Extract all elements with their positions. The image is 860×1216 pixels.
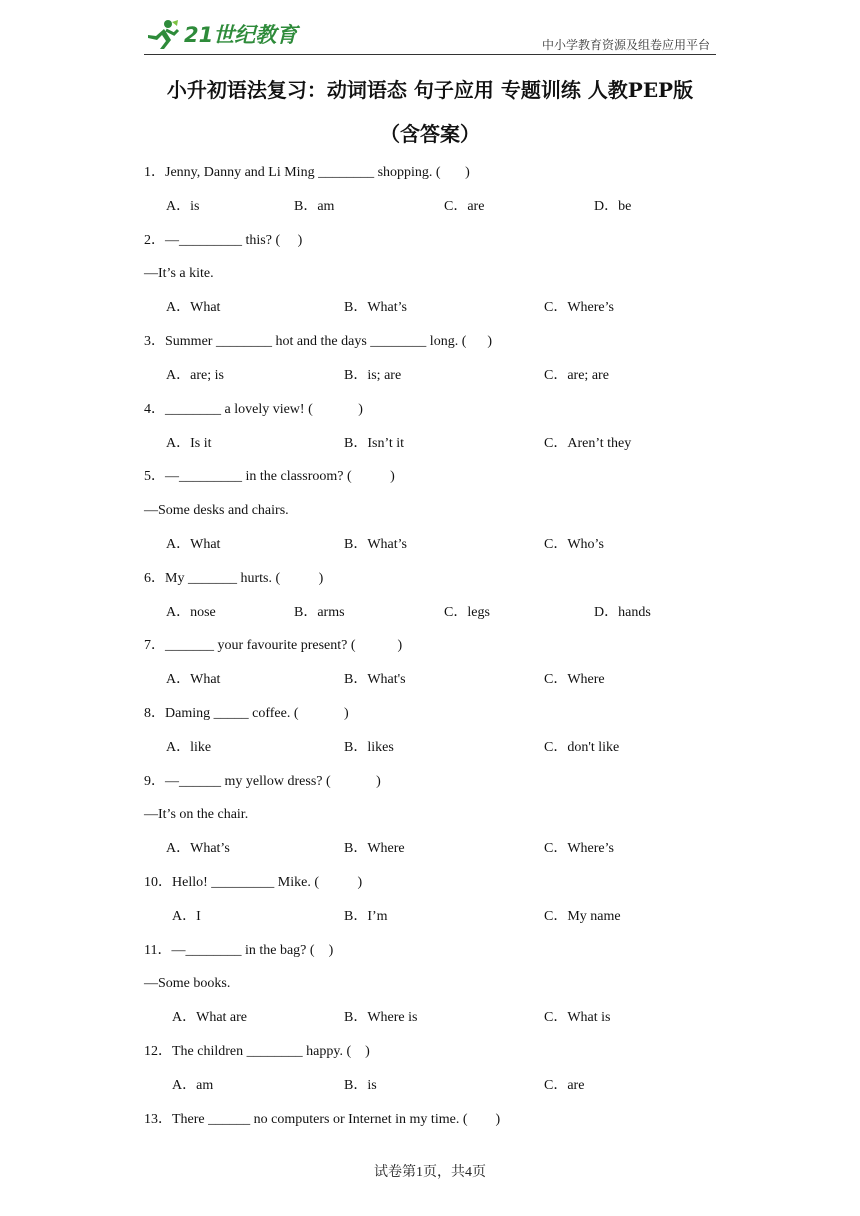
runner-logo-icon [144, 18, 180, 50]
q1-option-b: B．am [294, 199, 335, 214]
page-title: 小升初语法复习：动词语态 句子应用 专题训练 人教PEP版 [166, 78, 694, 102]
q7-option-a: A．What [166, 672, 221, 687]
q10-option-a: A．I [172, 909, 201, 924]
q9-answer-line: —It’s on the chair. [144, 807, 249, 822]
header-platform-text: 中小学教育资源及组卷应用平台 [541, 38, 710, 52]
q6-option-d: D．hands [594, 605, 651, 620]
page-subtitle: （含答案） [380, 122, 480, 146]
logo-text: 21世纪教育 [184, 23, 298, 47]
q4-option-a: A．Is it [166, 436, 212, 451]
q12-option-b: B．is [344, 1078, 377, 1093]
question-12: 12．The children ________ happy. ( ) [144, 1044, 370, 1059]
q6-option-c: C．legs [444, 605, 490, 620]
q10-option-c: C．My name [544, 909, 621, 924]
question-1: 1．Jenny, Danny and Li Ming ________ shopping. ( ) [144, 165, 470, 180]
q2-answer-line: —It’s a kite. [144, 266, 214, 281]
q8-option-a: A．like [166, 740, 212, 755]
q3-option-b: B．is; are [344, 368, 402, 383]
logo [144, 16, 297, 52]
question-10: 10．Hello! _________ Mike. ( ) [144, 875, 363, 890]
q3-option-c: C．are; are [544, 368, 609, 383]
q5-option-c: C．Who’s [544, 537, 604, 552]
q2-option-a: A．What [166, 300, 221, 315]
question-7: 7．_______ your favourite present? ( ) [144, 638, 403, 653]
q4-option-b: B．Isn’t it [344, 436, 405, 451]
question-6: 6．My _______ hurts. ( ) [144, 571, 324, 586]
q7-option-c: C．Where [544, 672, 605, 687]
q7-option-b: B．What's [344, 672, 406, 687]
q5-option-b: B．What’s [344, 537, 407, 552]
header-divider [144, 54, 716, 55]
question-9: 9．—______ my yellow dress? ( ) [144, 774, 381, 789]
q1-option-a: A．is [166, 199, 200, 214]
q3-option-a: A．are; is [166, 368, 224, 383]
q2-option-b: B．What’s [344, 300, 407, 315]
q9-option-c: C．Where’s [544, 841, 614, 856]
page-header [144, 12, 716, 56]
q9-option-b: B．Where [344, 841, 405, 856]
question-8: 8．Daming _____ coffee. ( ) [144, 706, 349, 721]
q1-option-d: D．be [594, 199, 632, 214]
q8-option-c: C．don't like [544, 740, 620, 755]
question-2: 2．—_________ this? ( ) [144, 233, 303, 248]
q11-option-a: A．What are [172, 1010, 248, 1025]
question-5: 5．—_________ in the classroom? ( ) [144, 469, 395, 484]
q11-option-c: C．What is [544, 1010, 611, 1025]
q1-option-c: C．are [444, 199, 485, 214]
question-13: 13．There ______ no computers or Internet in my time. ( ) [144, 1112, 501, 1127]
q5-answer-line: —Some desks and chairs. [144, 503, 289, 518]
q5-option-a: A．What [166, 537, 221, 552]
question-3: 3．Summer ________ hot and the days ________ long. ( ) [144, 334, 493, 349]
q11-option-b: B．Where is [344, 1010, 418, 1025]
q12-option-a: A．am [172, 1078, 214, 1093]
q10-option-b: B．I’m [344, 909, 388, 924]
q8-option-b: B．likes [344, 740, 394, 755]
question-4: 4．________ a lovely view! ( ) [144, 402, 363, 417]
q9-option-a: A．What’s [166, 841, 230, 856]
q11-answer-line: —Some books. [144, 976, 231, 991]
q12-option-c: C．are [544, 1078, 585, 1093]
q4-option-c: C．Aren’t they [544, 436, 632, 451]
page-footer: 试卷第1页，共4页 [374, 1165, 486, 1180]
question-11: 11．—________ in the bag? ( ) [144, 943, 334, 958]
q2-option-c: C．Where’s [544, 300, 614, 315]
q6-option-b: B．arms [294, 605, 345, 620]
q6-option-a: A．nose [166, 605, 216, 620]
